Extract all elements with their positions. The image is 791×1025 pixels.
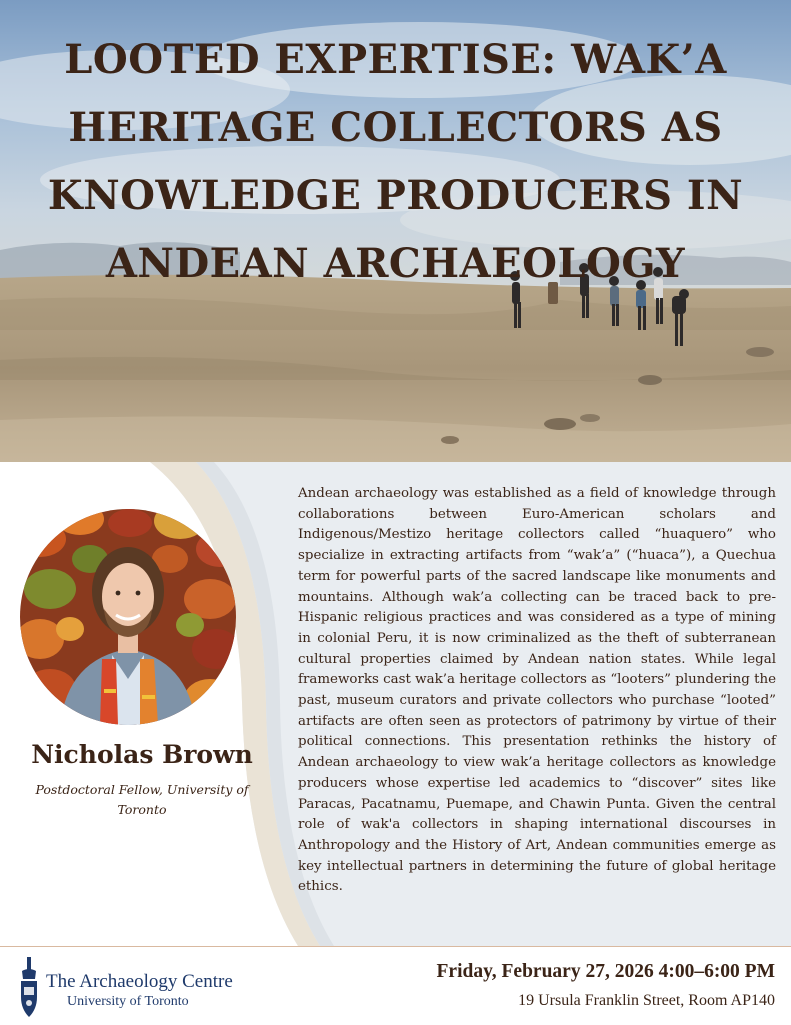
- content-section: [0, 462, 791, 946]
- organization-name: The Archaeology Centre: [46, 971, 233, 992]
- speaker-title: [30, 780, 254, 820]
- speaker-title-line: Postdoctoral Fellow, University of: [35, 782, 249, 797]
- speaker-name: Nicholas Brown: [31, 740, 253, 769]
- event-title: [20, 26, 771, 298]
- footer: [0, 946, 791, 1025]
- event-date-time: Friday, February 27, 2026 4:00–6:00 PM: [436, 961, 775, 982]
- organization-subtitle: University of Toronto: [67, 994, 189, 1009]
- event-location: 19 Ursula Franklin Street, Room AP140: [518, 992, 775, 1009]
- title-line: HERITAGE COLLECTORS AS: [68, 104, 723, 151]
- event-abstract: Andean archaeology was established as a field of knowledge through collaborations between Euro-American scholars and Indigenous/Mestizo heritage collectors called “huaquero” who specialize in extracting artifacts from “wak’a” (“huaca”), a Quechua term for powerful parts of the sacred landscape like monuments and mountains. Although wak’a collecting can be traced back to pre-Hispanic religious practices and was considered as a type of mining in colonial Peru, it is now criminalized as the theft of subterranean cultural properties claimed by Andean nation states. While legal frameworks cast wak’a heritage collectors as “looters” plundering the past, museum curators and private collectors who purchase “looted” artifacts are often seen as protectors of patrimony by virtue of their political connections. This presentation rethinks the history of Andean archaeology to view wak’a heritage collectors as knowledge producers whose expertise led academics to “discover” sites like Paracas, Pacatnamu, Puemape, and Chawin Punta. Given the central role of wak'a collectors in shaping international discourses in Anthropology and the History of Art, Andean communities emerge as key intellectual partners in determining the future of global heritage ethics.: [298, 486, 776, 895]
- title-line: ANDEAN ARCHAEOLOGY: [105, 240, 686, 287]
- speaker-portrait: [20, 509, 236, 725]
- title-line: KNOWLEDGE PRODUCERS IN: [47, 172, 744, 219]
- speaker-title-line: Toronto: [117, 802, 167, 817]
- hero-banner: [0, 0, 791, 462]
- title-line: LOOTED EXPERTISE: WAK’A: [64, 36, 727, 83]
- university-shield-icon: [18, 957, 40, 1019]
